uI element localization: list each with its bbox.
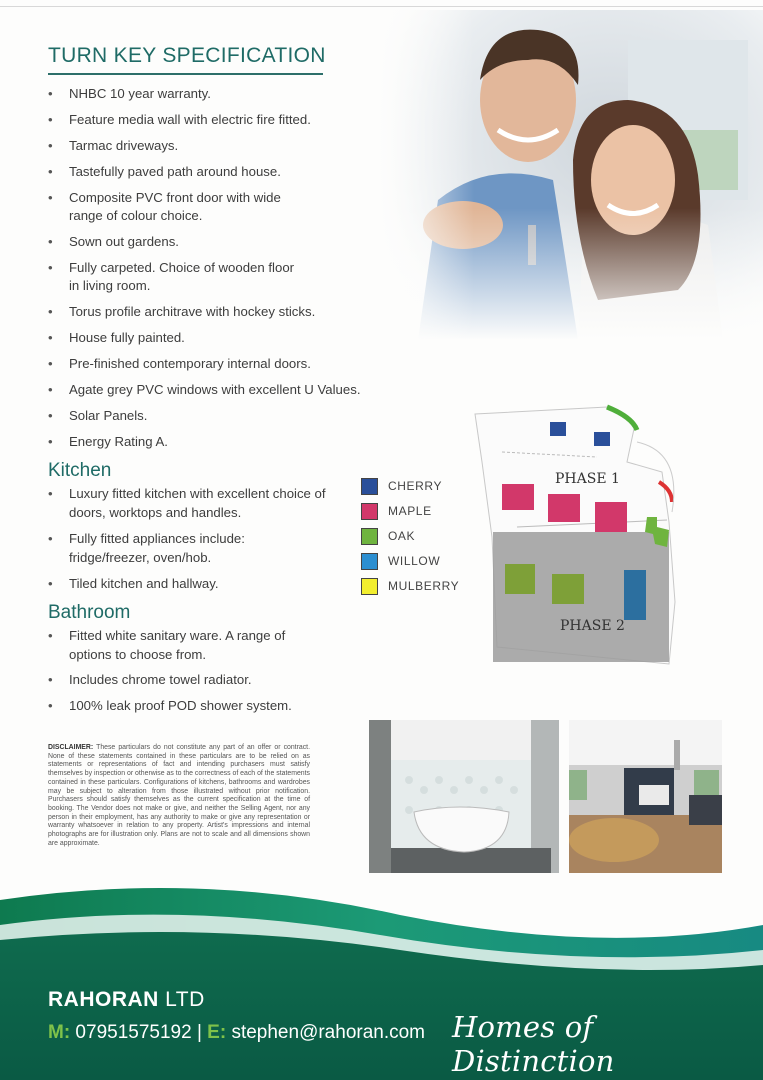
kitchen-photo <box>569 720 722 873</box>
contact-line <box>48 1022 425 1044</box>
kitchen-heading: Kitchen <box>48 460 112 481</box>
company-name-bold: RAHORAN <box>48 988 159 1011</box>
legend-swatch <box>361 528 378 545</box>
spec-item: • Torus profile architrave with hockey sticks. <box>48 303 378 322</box>
spec-item: • Solar Panels. <box>48 407 378 426</box>
title-underline <box>48 73 323 75</box>
spec-item: • House fully painted. <box>48 329 378 348</box>
legend-label: WILLOW <box>388 554 441 568</box>
company-name <box>48 988 205 1012</box>
phase-2-label: PHASE 2 <box>560 618 625 634</box>
spec-item: • Fully carpeted. Choice of wooden floor in living room. <box>48 259 299 296</box>
legend-label: MULBERRY <box>388 579 460 593</box>
page-title: TURN KEY SPECIFICATION <box>48 44 326 67</box>
couple-with-keys-photo <box>378 10 763 340</box>
legend-label: CHERRY <box>388 479 443 493</box>
spec-item: • Feature media wall with electric fire fitted. <box>48 111 378 130</box>
legend-label: OAK <box>388 529 416 543</box>
bathroom-item: • 100% leak proof POD shower system. <box>48 697 308 716</box>
bathroom-item: • Fitted white sanitary ware. A range of options to choose from. <box>48 627 309 664</box>
phase-1-label: PHASE 1 <box>555 471 620 487</box>
kitchen-list <box>48 485 338 594</box>
spec-item: • Agate grey PVC windows with excellent U Values. <box>48 381 378 400</box>
legend-label: MAPLE <box>388 504 432 518</box>
legend-swatch <box>361 578 378 595</box>
spec-item: • Tarmac driveways. <box>48 137 378 156</box>
disclaimer-text: These particulars do not constitute any part of an offer or contract. None of these statements contained in these particulars are to be relied on as statements or representations of fact and intending purchasers must satisfy themselves by inspection or otherwise as to the correctness of each of the statements contained in these particulars. Configurations of kitchens, bathrooms and wardrobes may be subject to alteration from those illustrated without prior notification. Purchasers should satisfy themselves as the current specification at the time of booking. The Vendor does not make or give, and neither the Selling Agent, nor any person in their employment, has any authority to make or give any representation or warranty whatsoever in relation to any property. Artist's impressions and internal photographs are for illustration only. Plans are not to scale and all dimensions shown are approximate. <box>48 744 310 847</box>
spec-item: • Composite PVC front door with wide range of colour choice. <box>48 189 284 226</box>
specification-list <box>48 85 378 459</box>
spec-item: • Pre-finished contemporary internal doors. <box>48 355 378 374</box>
tagline: Homes of Distinction <box>452 1010 615 1078</box>
bathroom-list <box>48 627 308 715</box>
kitchen-item: • Fully fitted appliances include: fridge/freezer, oven/hob. <box>48 530 269 567</box>
kitchen-item: • Luxury fitted kitchen with excellent choice of doors, worktops and handles. <box>48 485 338 522</box>
bathroom-heading: Bathroom <box>48 602 131 623</box>
top-rule <box>0 6 763 7</box>
legend-swatch <box>361 478 378 495</box>
legend-swatch <box>361 553 378 570</box>
mobile-label: M: <box>48 1022 71 1043</box>
legend-swatch <box>361 503 378 520</box>
site-plan-map <box>457 402 682 672</box>
spec-item: • Energy Rating A. <box>48 433 378 452</box>
spec-item: • NHBC 10 year warranty. <box>48 85 378 104</box>
bathroom-item: • Includes chrome towel radiator. <box>48 671 308 690</box>
spec-item: • Tastefully paved path around house. <box>48 163 378 182</box>
bathroom-photo <box>369 720 559 873</box>
kitchen-item: • Tiled kitchen and hallway. <box>48 575 338 594</box>
email-address[interactable]: stephen@rahoran.com <box>226 1022 426 1043</box>
email-label: E: <box>207 1022 227 1043</box>
disclaimer <box>48 744 310 848</box>
mobile-number[interactable]: 07951575192 | <box>70 1022 208 1043</box>
spec-item: • Sown out gardens. <box>48 233 378 252</box>
disclaimer-label: DISCLAIMER: <box>48 744 94 751</box>
company-name-suffix: LTD <box>158 988 205 1011</box>
